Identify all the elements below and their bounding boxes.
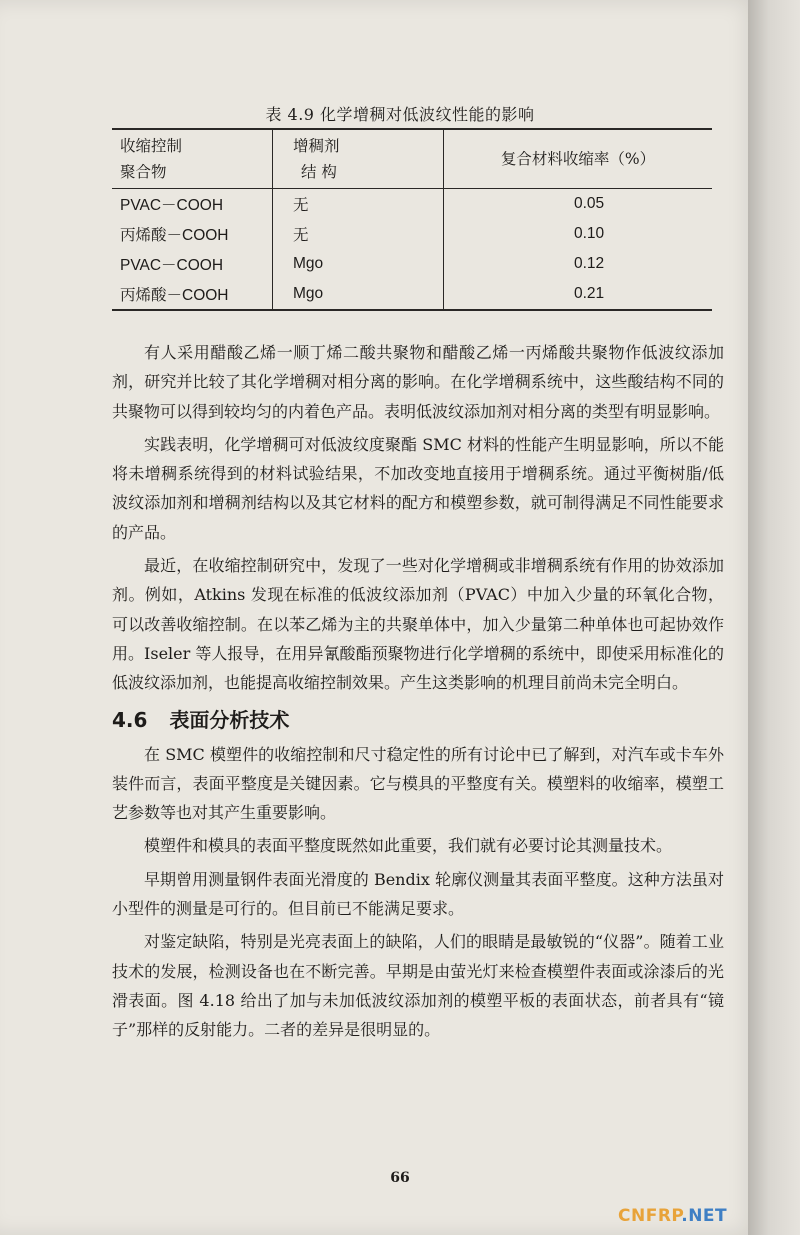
paragraph: 最近，在收缩控制研究中，发现了一些对化学增稠或非增稠系统有作用的协效添加剂。例如，Atkins 发现在标准的低波纹添加剂（PVAC）中加入少量的环氧化合物，可以改善收缩控制。在以苯乙烯为主的共聚单体中，加入少量第二种单体也可起协效作用。Iseler 等人报导，在用异氰酸酯预聚物进行化学增稠的系统中，即使采用标准化的低波纹添加剂，也能提高收缩控制效果。产生这类影响的机理目前尚未完全明白。 [112,556,724,693]
section-title: 表面分析技术 [169,707,290,732]
cell-shrinkage: 0.12 [444,249,713,279]
table-row [112,189,712,220]
header-shrinkage: 复合材料收缩率（%） [444,129,713,189]
cell-polymer: PVAC－COOH [120,197,224,214]
site-watermark [618,1206,727,1226]
paragraph: 在 SMC 模塑件的收缩控制和尺寸稳定性的所有讨论中已了解到，对汽车或卡车外装件而言，表面平整度是关键因素。它与模具的平整度有关。模塑料的收缩率，模塑工艺参数等也对其产生重要影响。 [112,744,724,823]
cell-shrinkage: 0.05 [444,189,713,220]
watermark-part1: CNFRP [618,1206,682,1226]
header-thickener-line2: 结 构 [301,163,337,181]
page-edge [748,0,800,1235]
header-thickener-line1: 增稠剂 [293,137,340,155]
body-text [112,338,724,1049]
header-polymer-line1: 收缩控制 [120,137,183,155]
cell-polymer: 丙烯酸－COOH [120,287,229,304]
paragraph: 有人采用醋酸乙烯一顺丁烯二酸共聚物和醋酸乙烯一丙烯酸共聚物作低波纹添加剂，研究并比较了其化学增稠对相分离的影响。在化学增稠系统中，这些酸结构不同的共聚物可以得到较均匀的内着色产品。表明低波纹添加剂对相分离的类型有明显影响。 [112,343,724,421]
cell-thickener: 无 [273,219,444,249]
paragraph: 对鉴定缺陷，特别是光亮表面上的缺陷，人们的眼睛是最敏锐的“仪器”。随着工业技术的发展，检测设备也在不断完善。早期是由萤光灯来检查模塑件表面或涂漆后的光滑表面。图 4.18 给出了加与未加低波纹添加剂的模塑平板的表面状态，前者具有“镜子”那样的反射能力。二者的差异是很明显的。 [112,932,724,1040]
cell-shrinkage: 0.10 [444,219,713,249]
cell-thickener: Mgo [273,249,444,279]
paragraph: 模塑件和模具的表面平整度既然如此重要，我们就有必要讨论其测量技术。 [144,836,673,856]
paragraph: 实践表明，化学增稠可对低波纹度聚酯 SMC 材料的性能产生明显影响，所以不能将未增稠系统得到的材料试验结果，不加改变地直接用于增稠系统。通过平衡树脂/低波纹添加剂和增稠剂结构以及其它材料的配方和模塑参数，就可制得满足不同性能要求的产品。 [112,434,724,542]
cell-thickener: 无 [273,189,444,220]
table-caption: 表 4.9 化学增稠对低波纹性能的影响 [265,105,535,124]
cell-shrinkage: 0.21 [444,279,713,310]
cell-thickener: Mgo [273,279,444,310]
page-number: 66 [390,1170,410,1186]
table-row [112,279,712,310]
cell-polymer: PVAC－COOH [120,257,224,274]
shrinkage-table [112,128,712,311]
table-header-row [112,129,712,189]
header-polymer [112,129,273,189]
section-number: 4.6 [112,707,148,732]
paragraph: 早期曾用测量钢件表面光滑度的 Bendix 轮廓仪测量其表面平整度。这种方法虽对小型件的测量是可行的。但目前已不能满足要求。 [112,869,724,919]
header-thickener [273,129,444,189]
table-row [112,219,712,249]
cell-polymer: 丙烯酸－COOH [120,227,229,244]
section-heading [112,704,724,736]
watermark-part2: .NET [681,1206,728,1226]
header-polymer-line2: 聚合物 [120,163,167,181]
table-row [112,249,712,279]
